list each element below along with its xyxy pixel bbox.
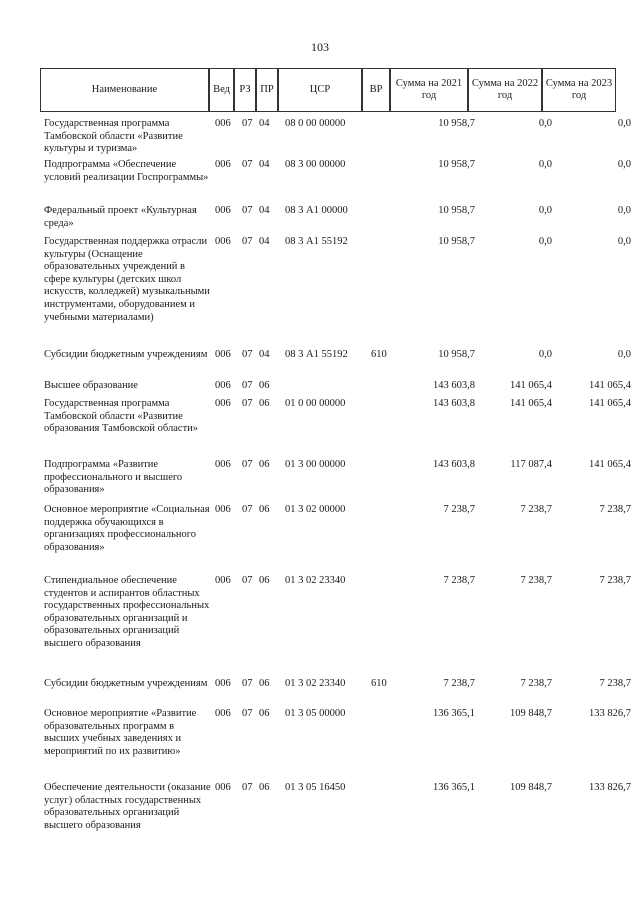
row-rz: 07	[242, 459, 253, 470]
row-sum-2023: 141 065,4	[589, 459, 631, 470]
row-ved: 006	[215, 782, 231, 793]
row-sum-2021: 7 238,7	[443, 504, 475, 515]
row-sum-2021: 7 238,7	[443, 575, 475, 586]
row-sum-2022: 0,0	[538, 349, 552, 360]
row-csr: 01 3 05 00000	[285, 708, 346, 719]
row-rz: 07	[242, 708, 253, 719]
row-csr: 01 3 00 00000	[285, 459, 346, 470]
row-rz: 07	[242, 575, 253, 586]
row-pr: 06	[259, 398, 270, 409]
row-name: Субсидии бюджетным учреждениям	[44, 349, 208, 360]
row-sum-2021: 143 603,8	[433, 380, 475, 391]
row-sum-2023: 0,0	[617, 118, 631, 129]
row-pr: 06	[259, 678, 270, 689]
row-sum-2022: 7 238,7	[520, 575, 552, 586]
row-rz: 07	[242, 504, 253, 515]
row-pr: 06	[259, 575, 270, 586]
row-sum-2021: 136 365,1	[433, 782, 475, 793]
row-ved: 006	[215, 504, 231, 515]
row-pr: 06	[259, 380, 270, 391]
row-rz: 07	[242, 236, 253, 247]
row-pr: 04	[259, 349, 270, 360]
header-csr: ЦСР	[278, 68, 362, 112]
row-pr: 06	[259, 782, 270, 793]
row-sum-2022: 7 238,7	[520, 504, 552, 515]
row-ved: 006	[215, 459, 231, 470]
row-sum-2023: 141 065,4	[589, 398, 631, 409]
header-vr: ВР	[362, 68, 390, 112]
row-sum-2022: 0,0	[538, 205, 552, 216]
row-sum-2023: 7 238,7	[599, 504, 631, 515]
header-sum-2021: Сумма на 2021 год	[390, 68, 468, 112]
row-name: Подпрограмма «Обеспечение условий реализации Госпрограммы»	[44, 159, 209, 183]
row-sum-2021: 10 958,7	[438, 349, 475, 360]
row-name: Субсидии бюджетным учреждениям	[44, 678, 208, 689]
row-sum-2023: 7 238,7	[599, 678, 631, 689]
row-csr: 08 3 00 00000	[285, 159, 346, 170]
row-sum-2023: 133 826,7	[589, 708, 631, 719]
row-sum-2023: 0,0	[617, 205, 631, 216]
row-csr: 08 3 А1 55192	[285, 349, 348, 360]
header-rz: РЗ	[234, 68, 256, 112]
row-csr: 08 3 А1 55192	[285, 236, 348, 247]
row-vr: 610	[371, 678, 387, 689]
row-sum-2021: 7 238,7	[443, 678, 475, 689]
row-sum-2021: 136 365,1	[433, 708, 475, 719]
row-ved: 006	[215, 349, 231, 360]
page-number: 103	[311, 40, 329, 54]
row-sum-2021: 143 603,8	[433, 398, 475, 409]
row-rz: 07	[242, 380, 253, 391]
row-ved: 006	[215, 159, 231, 170]
row-rz: 07	[242, 205, 253, 216]
row-sum-2021: 143 603,8	[433, 459, 475, 470]
row-sum-2022: 141 065,4	[510, 398, 552, 409]
row-sum-2023: 141 065,4	[589, 380, 631, 391]
row-sum-2023: 7 238,7	[599, 575, 631, 586]
row-sum-2022: 0,0	[538, 159, 552, 170]
row-name: Государственная программа Тамбовской области «Развитие культуры и туризма»	[44, 118, 183, 155]
row-ved: 006	[215, 236, 231, 247]
row-ved: 006	[215, 398, 231, 409]
row-sum-2023: 0,0	[617, 349, 631, 360]
row-sum-2022: 0,0	[538, 236, 552, 247]
row-csr: 01 0 00 00000	[285, 398, 346, 409]
row-name: Подпрограмма «Развитие профессионального и высшего образования»	[44, 459, 183, 496]
row-pr: 06	[259, 708, 270, 719]
row-rz: 07	[242, 349, 253, 360]
row-vr: 610	[371, 349, 387, 360]
row-pr: 06	[259, 459, 270, 470]
row-csr: 01 3 05 16450	[285, 782, 346, 793]
row-name: Государственная программа Тамбовской области «Развитие образования Тамбовской области»	[44, 398, 199, 435]
header-sum-2022: Сумма на 2022 год	[468, 68, 542, 112]
header-sum-2023: Сумма на 2023 год	[542, 68, 616, 112]
row-sum-2021: 10 958,7	[438, 205, 475, 216]
row-ved: 006	[215, 380, 231, 391]
row-pr: 06	[259, 504, 270, 515]
header-ved: Вед	[209, 68, 234, 112]
row-sum-2023: 0,0	[617, 236, 631, 247]
row-name: Стипендиальное обеспечение студентов и аспирантов областных государственных профессиональных образовательных организаций и образовательных организаций высшего образования	[44, 575, 210, 649]
row-sum-2022: 0,0	[538, 118, 552, 129]
row-name: Обеспечение деятельности (оказание услуг) областных государственных образовательных организаций высшего образования	[44, 782, 211, 831]
row-rz: 07	[242, 678, 253, 689]
row-ved: 006	[215, 575, 231, 586]
row-sum-2022: 109 848,7	[510, 782, 552, 793]
row-sum-2023: 133 826,7	[589, 782, 631, 793]
row-sum-2022: 141 065,4	[510, 380, 552, 391]
row-name: Основное мероприятие «Развитие образовательных программ в высших учебных заведениях и мероприятий по их развитию»	[44, 708, 197, 757]
row-pr: 04	[259, 159, 270, 170]
row-pr: 04	[259, 205, 270, 216]
row-csr: 08 3 А1 00000	[285, 205, 348, 216]
row-name: Государственная поддержка отрасли культуры (Оснащение образовательных учреждений в сфере культуры (детских школ искусств, колледжей) музыкальными инструментами, оборудованием и учебными материалами)	[44, 236, 210, 323]
row-sum-2022: 7 238,7	[520, 678, 552, 689]
header-pr: ПР	[256, 68, 278, 112]
row-csr: 01 3 02 23340	[285, 678, 346, 689]
row-name: Высшее образование	[44, 380, 138, 391]
row-ved: 006	[215, 205, 231, 216]
row-pr: 04	[259, 236, 270, 247]
row-csr: 01 3 02 00000	[285, 504, 346, 515]
header-name: Наименование	[40, 68, 209, 112]
row-ved: 006	[215, 118, 231, 129]
row-sum-2022: 109 848,7	[510, 708, 552, 719]
row-csr: 01 3 02 23340	[285, 575, 346, 586]
row-rz: 07	[242, 118, 253, 129]
row-rz: 07	[242, 398, 253, 409]
row-name: Основное мероприятие «Социальная поддержка обучающихся в организациях профессионального образования»	[44, 504, 210, 553]
row-rz: 07	[242, 782, 253, 793]
row-pr: 04	[259, 118, 270, 129]
row-sum-2021: 10 958,7	[438, 236, 475, 247]
row-ved: 006	[215, 678, 231, 689]
row-ved: 006	[215, 708, 231, 719]
row-name: Федеральный проект «Культурная среда»	[44, 205, 197, 229]
row-sum-2022: 117 087,4	[510, 459, 552, 470]
row-sum-2021: 10 958,7	[438, 159, 475, 170]
row-rz: 07	[242, 159, 253, 170]
row-csr: 08 0 00 00000	[285, 118, 346, 129]
row-sum-2023: 0,0	[617, 159, 631, 170]
row-sum-2021: 10 958,7	[438, 118, 475, 129]
